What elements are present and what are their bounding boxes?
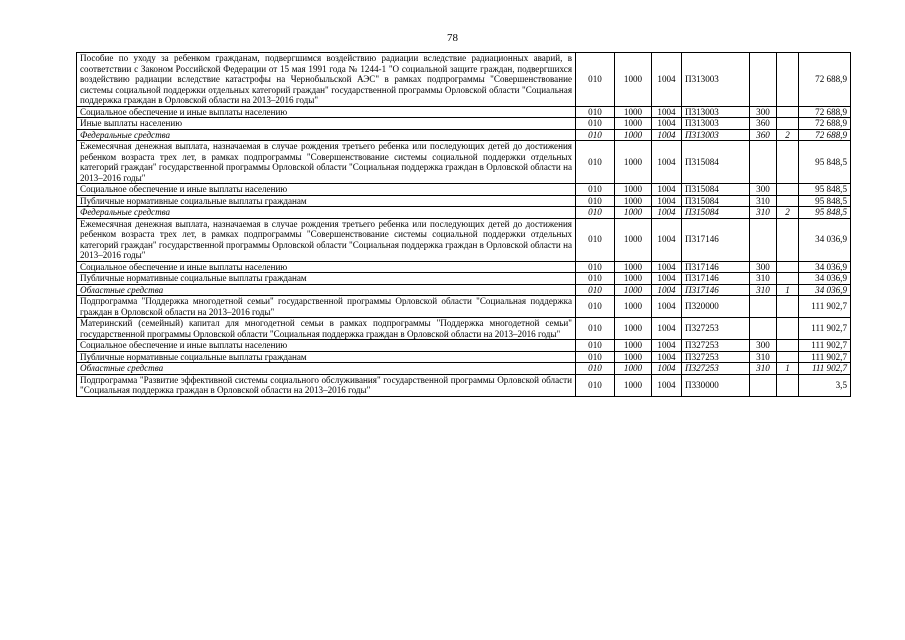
table-body — [77, 53, 851, 397]
row-description: Социальное обеспечение и иные выплаты населению — [77, 106, 576, 118]
row-amount: 111 902,7 — [799, 351, 851, 363]
expense-type-code: 300 — [750, 261, 777, 273]
ministry-code: 010 — [576, 351, 615, 363]
row-description: Подпрограмма "Развитие эффективной системы социального обслуживания" государственной программы Орловской области "Социальная поддержка граждан в Орловской области на 2013–2016 годы" — [77, 374, 576, 396]
row-description: Федеральные средства — [77, 129, 576, 141]
funding-source-code — [777, 218, 799, 261]
target-article-code: П317146 — [682, 261, 750, 273]
funding-source-code: 1 — [777, 284, 799, 296]
subsection-code: 1004 — [652, 218, 682, 261]
expense-type-code — [750, 218, 777, 261]
row-description: Ежемесячная денежная выплата, назначаемая в случае рождения третьего ребенка или последующих детей до достижения ребенком возраста трех лет, в рамках подпрограммы "Совершенствование системы социальной поддержки отдельных категорий граждан" государственной программы Орловской области "Социальная поддержка граждан в Орловской области на 2013–2016 годы" — [77, 218, 576, 261]
subsection-code: 1004 — [652, 129, 682, 141]
row-description: Иные выплаты населению — [77, 118, 576, 130]
expense-type-code: 310 — [750, 363, 777, 375]
subsection-code: 1004 — [652, 273, 682, 285]
ministry-code: 010 — [576, 261, 615, 273]
ministry-code: 010 — [576, 53, 615, 107]
target-article-code: П315084 — [682, 141, 750, 184]
table-row — [77, 184, 851, 196]
row-description: Публичные нормативные социальные выплаты гражданам — [77, 273, 576, 285]
ministry-code: 010 — [576, 284, 615, 296]
funding-source-code — [777, 184, 799, 196]
expense-type-code: 310 — [750, 195, 777, 207]
table-row — [77, 129, 851, 141]
target-article-code: П313003 — [682, 118, 750, 130]
target-article-code: П327253 — [682, 318, 750, 340]
row-amount: 95 848,5 — [799, 141, 851, 184]
expense-type-code: 310 — [750, 273, 777, 285]
table-row — [77, 351, 851, 363]
row-amount: 72 688,9 — [799, 129, 851, 141]
subsection-code: 1004 — [652, 318, 682, 340]
row-amount: 34 036,9 — [799, 218, 851, 261]
subsection-code: 1004 — [652, 207, 682, 219]
subsection-code: 1004 — [652, 118, 682, 130]
table-row — [77, 195, 851, 207]
section-code: 1000 — [615, 207, 652, 219]
ministry-code: 010 — [576, 106, 615, 118]
funding-source-code — [777, 53, 799, 107]
section-code: 1000 — [615, 195, 652, 207]
target-article-code: П313003 — [682, 53, 750, 107]
row-amount: 111 902,7 — [799, 296, 851, 318]
section-code: 1000 — [615, 141, 652, 184]
subsection-code: 1004 — [652, 195, 682, 207]
expense-type-code: 310 — [750, 351, 777, 363]
ministry-code: 010 — [576, 296, 615, 318]
row-description: Публичные нормативные социальные выплаты гражданам — [77, 195, 576, 207]
expense-type-code — [750, 374, 777, 396]
subsection-code: 1004 — [652, 284, 682, 296]
section-code: 1000 — [615, 363, 652, 375]
budget-table — [76, 52, 851, 397]
subsection-code: 1004 — [652, 184, 682, 196]
funding-source-code — [777, 318, 799, 340]
row-description: Публичные нормативные социальные выплаты гражданам — [77, 351, 576, 363]
table-row — [77, 218, 851, 261]
ministry-code: 010 — [576, 118, 615, 130]
ministry-code: 010 — [576, 374, 615, 396]
subsection-code: 1004 — [652, 296, 682, 318]
target-article-code: П327253 — [682, 363, 750, 375]
target-article-code: П327253 — [682, 340, 750, 352]
row-amount: 95 848,5 — [799, 195, 851, 207]
row-description: Областные средства — [77, 284, 576, 296]
funding-source-code — [777, 261, 799, 273]
target-article-code: П330000 — [682, 374, 750, 396]
row-description: Социальное обеспечение и иные выплаты населению — [77, 184, 576, 196]
expense-type-code: 300 — [750, 106, 777, 118]
section-code: 1000 — [615, 273, 652, 285]
funding-source-code — [777, 195, 799, 207]
expense-type-code — [750, 141, 777, 184]
section-code: 1000 — [615, 318, 652, 340]
table-row — [77, 296, 851, 318]
table-row — [77, 318, 851, 340]
target-article-code: П313003 — [682, 129, 750, 141]
row-amount: 34 036,9 — [799, 273, 851, 285]
ministry-code: 010 — [576, 195, 615, 207]
funding-source-code: 2 — [777, 207, 799, 219]
section-code: 1000 — [615, 106, 652, 118]
table-row — [77, 340, 851, 352]
expense-type-code: 310 — [750, 284, 777, 296]
target-article-code: П327253 — [682, 351, 750, 363]
row-amount: 72 688,9 — [799, 106, 851, 118]
funding-source-code — [777, 340, 799, 352]
row-amount: 111 902,7 — [799, 340, 851, 352]
funding-source-code: 2 — [777, 129, 799, 141]
table-row — [77, 53, 851, 107]
subsection-code: 1004 — [652, 363, 682, 375]
subsection-code: 1004 — [652, 351, 682, 363]
row-amount: 95 848,5 — [799, 184, 851, 196]
subsection-code: 1004 — [652, 340, 682, 352]
section-code: 1000 — [615, 218, 652, 261]
funding-source-code — [777, 141, 799, 184]
section-code: 1000 — [615, 284, 652, 296]
expense-type-code: 360 — [750, 129, 777, 141]
expense-type-code: 300 — [750, 340, 777, 352]
row-description: Подпрограмма "Поддержка многодетной семьи" государственной программы Орловской области "Социальная поддержка граждан в Орловской области на 2013–2016 годы" — [77, 296, 576, 318]
table-row — [77, 363, 851, 375]
row-amount: 3,5 — [799, 374, 851, 396]
table-row — [77, 273, 851, 285]
ministry-code: 010 — [576, 207, 615, 219]
subsection-code: 1004 — [652, 53, 682, 107]
section-code: 1000 — [615, 340, 652, 352]
row-amount: 72 688,9 — [799, 53, 851, 107]
table-row — [77, 207, 851, 219]
table-row — [77, 106, 851, 118]
row-amount: 34 036,9 — [799, 284, 851, 296]
expense-type-code: 310 — [750, 207, 777, 219]
row-description: Социальное обеспечение и иные выплаты населению — [77, 340, 576, 352]
section-code: 1000 — [615, 53, 652, 107]
subsection-code: 1004 — [652, 106, 682, 118]
subsection-code: 1004 — [652, 141, 682, 184]
page-number: 78 — [447, 32, 458, 44]
row-description: Материнский (семейный) капитал для многодетной семьи в рамках подпрограммы "Поддержка многодетной семьи" государственной программы Орловской области "Социальная поддержка граждан в Орловской области на 2013–2016 годы" — [77, 318, 576, 340]
funding-source-code — [777, 106, 799, 118]
expense-type-code — [750, 53, 777, 107]
funding-source-code — [777, 296, 799, 318]
ministry-code: 010 — [576, 273, 615, 285]
expense-type-code: 360 — [750, 118, 777, 130]
funding-source-code — [777, 374, 799, 396]
target-article-code: П317146 — [682, 284, 750, 296]
row-description: Ежемесячная денежная выплата, назначаемая в случае рождения третьего ребенка или последующих детей до достижения ребенком возраста трех лет, в рамках подпрограммы "Совершенствование системы социальной поддержки отдельных категорий граждан" государственной программы Орловской области "Социальная поддержка граждан в Орловской области на 2013–2016 годы" — [77, 141, 576, 184]
target-article-code: П317146 — [682, 273, 750, 285]
section-code: 1000 — [615, 129, 652, 141]
row-amount: 111 902,7 — [799, 318, 851, 340]
table-row — [77, 141, 851, 184]
expense-type-code: 300 — [750, 184, 777, 196]
section-code: 1000 — [615, 296, 652, 318]
ministry-code: 010 — [576, 340, 615, 352]
row-description: Областные средства — [77, 363, 576, 375]
target-article-code: П315084 — [682, 207, 750, 219]
ministry-code: 010 — [576, 141, 615, 184]
row-description: Социальное обеспечение и иные выплаты населению — [77, 261, 576, 273]
table-row — [77, 374, 851, 396]
expense-type-code — [750, 318, 777, 340]
row-amount: 111 902,7 — [799, 363, 851, 375]
row-amount: 34 036,9 — [799, 261, 851, 273]
funding-source-code: 1 — [777, 363, 799, 375]
row-amount: 72 688,9 — [799, 118, 851, 130]
table-row — [77, 284, 851, 296]
target-article-code: П320000 — [682, 296, 750, 318]
ministry-code: 010 — [576, 363, 615, 375]
section-code: 1000 — [615, 261, 652, 273]
row-description: Пособие по уходу за ребенком гражданам, подвергшимся воздействию радиации вследствие радиационных аварий, в соответствии с Законом Российской Федерации от 15 мая 1991 года № 1244-1 "О социальной защите граждан, подвергшихся воздействию радиации вследствие катастрофы на Чернобыльской АЭС" в рамках подпрограммы "Совершенствование системы социальной поддержки отдельных категорий граждан" государственной программы Орловской области "Социальная поддержка граждан в Орловской области на 2013–2016 годы" — [77, 53, 576, 107]
funding-source-code — [777, 351, 799, 363]
funding-source-code — [777, 118, 799, 130]
ministry-code: 010 — [576, 318, 615, 340]
section-code: 1000 — [615, 184, 652, 196]
target-article-code: П317146 — [682, 218, 750, 261]
table-row — [77, 261, 851, 273]
expense-type-code — [750, 296, 777, 318]
target-article-code: П313003 — [682, 106, 750, 118]
ministry-code: 010 — [576, 129, 615, 141]
subsection-code: 1004 — [652, 261, 682, 273]
section-code: 1000 — [615, 118, 652, 130]
row-description: Федеральные средства — [77, 207, 576, 219]
target-article-code: П315084 — [682, 195, 750, 207]
row-amount: 95 848,5 — [799, 207, 851, 219]
ministry-code: 010 — [576, 218, 615, 261]
ministry-code: 010 — [576, 184, 615, 196]
section-code: 1000 — [615, 351, 652, 363]
subsection-code: 1004 — [652, 374, 682, 396]
section-code: 1000 — [615, 374, 652, 396]
target-article-code: П315084 — [682, 184, 750, 196]
table-row — [77, 118, 851, 130]
funding-source-code — [777, 273, 799, 285]
